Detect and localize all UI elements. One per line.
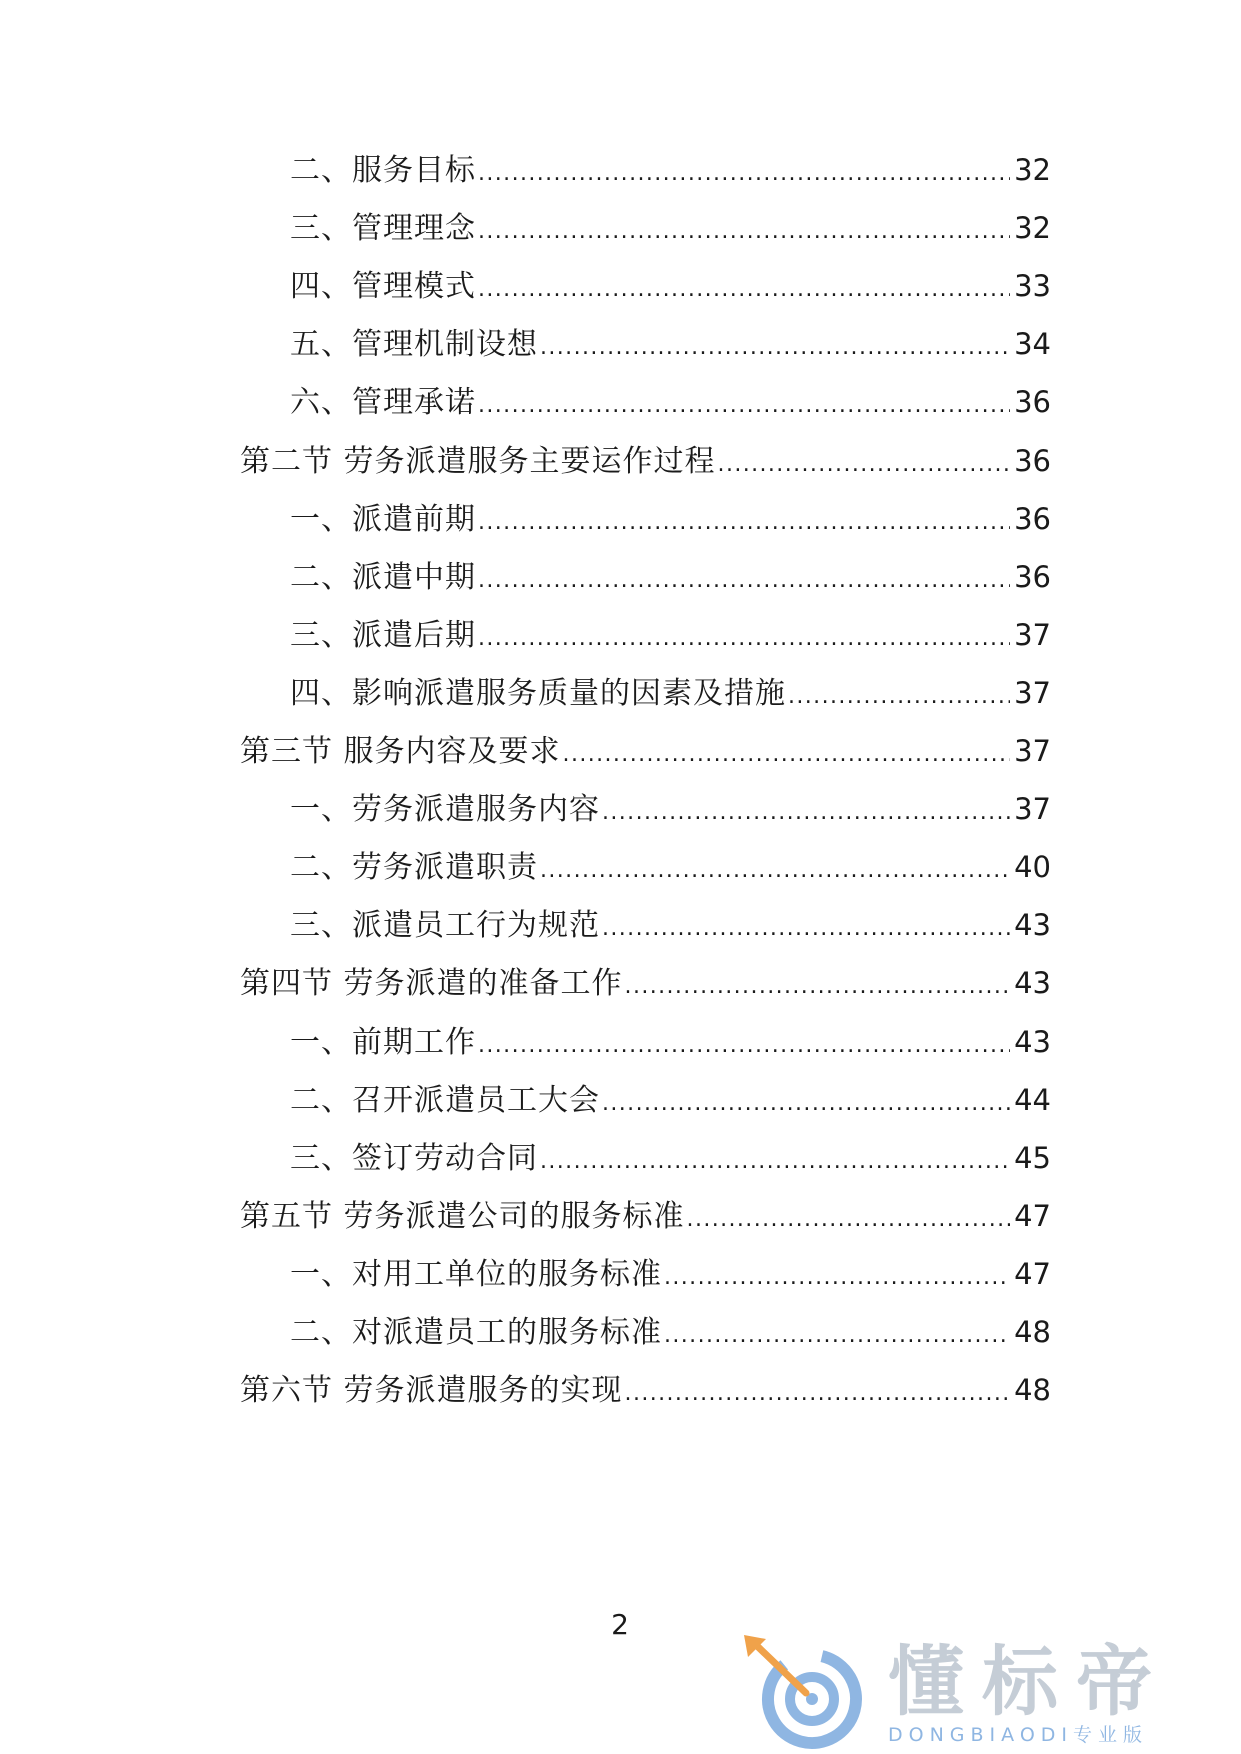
toc-subsection-entry[interactable] (290, 1312, 1051, 1352)
toc-dot-leader (540, 1142, 1010, 1182)
toc-entry-page-number: 37 (1014, 792, 1051, 827)
toc-entry-title: 二、派遣中期 (290, 559, 476, 595)
toc-entry-page-number: 36 (1014, 501, 1051, 536)
toc-entry-title: 五、管理机制设想 (290, 327, 538, 363)
toc-dot-leader (540, 328, 1010, 368)
toc-entry-page-number: 36 (1014, 559, 1051, 594)
toc-entry-title: 第六节 劳务派遣服务的实现 (240, 1373, 623, 1409)
toc-entry-title: 一、前期工作 (290, 1024, 476, 1060)
toc-dot-leader (478, 561, 1010, 601)
toc-entry-page-number: 45 (1014, 1140, 1051, 1175)
toc-dot-leader (664, 1316, 1010, 1356)
toc-subsection-entry[interactable] (290, 499, 1051, 539)
toc-entry-title: 第三节 服务内容及要求 (240, 734, 561, 769)
toc-entry-title: 一、对用工单位的服务标准 (290, 1256, 662, 1292)
toc-entry-page-number: 47 (1014, 1198, 1051, 1233)
toc-entry-page-number: 36 (1014, 443, 1051, 478)
toc-entry-title: 三、派遣员工行为规范 (290, 908, 600, 944)
toc-entry-page-number: 48 (1014, 1315, 1051, 1349)
watermark-subtitle: DONGBIAODI专业版 (888, 1724, 1149, 1746)
toc-subsection-entry[interactable] (290, 382, 1051, 422)
toc-dot-leader (718, 445, 1011, 485)
toc-entry-page-number: 34 (1014, 327, 1051, 362)
watermark-brand: 懂标帝 (888, 1637, 1170, 1726)
toc-entry-page-number: 43 (1014, 966, 1051, 1001)
toc-entry-title: 六、管理承诺 (290, 385, 476, 421)
toc-dot-leader (602, 793, 1010, 833)
toc-entry-title: 一、派遣前期 (290, 501, 476, 537)
toc-entry-page-number: 32 (1014, 153, 1051, 187)
toc-dot-leader (478, 154, 1010, 194)
toc-dot-leader (687, 1200, 1011, 1240)
toc-subsection-entry[interactable] (290, 1254, 1051, 1294)
toc-entry-title: 二、召开派遣员工大会 (290, 1082, 600, 1118)
toc-subsection-entry[interactable] (290, 847, 1051, 887)
toc-dot-leader (540, 851, 1010, 891)
toc-subsection-entry[interactable] (290, 208, 1051, 248)
toc-section-entry[interactable] (240, 1370, 1051, 1410)
toc-dot-leader (478, 386, 1010, 426)
toc-entry-title: 二、对派遣员工的服务标准 (290, 1315, 662, 1350)
watermark (740, 1635, 1210, 1750)
toc-section-entry[interactable] (240, 441, 1051, 481)
toc-entry-page-number: 37 (1014, 617, 1051, 652)
toc-entry-title: 一、劳务派遣服务内容 (290, 792, 600, 828)
toc-subsection-entry[interactable] (290, 1138, 1051, 1178)
toc-entry-page-number: 36 (1014, 385, 1051, 420)
toc-entry-title: 三、签订劳动合同 (290, 1140, 538, 1176)
toc-entry-page-number: 44 (1014, 1082, 1051, 1117)
toc-entry-page-number: 47 (1014, 1256, 1051, 1291)
toc-entry-title: 三、派遣后期 (290, 617, 476, 653)
toc-dot-leader (478, 270, 1010, 310)
toc-entry-page-number: 43 (1014, 1024, 1051, 1059)
toc-entry-title: 四、影响派遣服务质量的因素及措施 (290, 675, 786, 711)
toc-dot-leader (625, 1374, 1011, 1414)
toc-subsection-entry[interactable] (290, 905, 1051, 945)
toc-dot-leader (478, 503, 1010, 543)
toc-section-entry[interactable] (240, 731, 1051, 771)
toc-subsection-entry[interactable] (290, 789, 1051, 829)
toc-section-entry[interactable] (240, 1196, 1051, 1236)
toc-entry-title: 二、服务目标 (290, 153, 476, 188)
toc-entry-page-number: 32 (1014, 211, 1051, 246)
toc-entry-page-number: 37 (1014, 734, 1051, 768)
toc-subsection-entry[interactable] (290, 673, 1051, 713)
toc-dot-leader (563, 735, 1011, 775)
toc-dot-leader (602, 1084, 1010, 1124)
page-number: 2 (611, 1608, 629, 1641)
toc-dot-leader (625, 967, 1011, 1007)
toc-section-entry[interactable] (240, 963, 1051, 1003)
toc-subsection-entry[interactable] (290, 150, 1051, 190)
toc-dot-leader (478, 212, 1010, 252)
toc-subsection-entry[interactable] (290, 1022, 1051, 1062)
toc-entry-page-number: 40 (1014, 850, 1051, 885)
toc-subsection-entry[interactable] (290, 615, 1051, 655)
toc-entry-title: 二、劳务派遣职责 (290, 850, 538, 886)
toc-subsection-entry[interactable] (290, 1080, 1051, 1120)
toc-entry-page-number: 37 (1014, 675, 1051, 710)
toc-dot-leader (602, 909, 1010, 949)
toc-entry-title: 四、管理模式 (290, 269, 476, 305)
toc-entry-title: 第二节 劳务派遣服务主要运作过程 (240, 443, 716, 479)
target-arrow-icon (740, 1635, 870, 1750)
toc-subsection-entry[interactable] (290, 266, 1051, 306)
toc-entry-title: 第四节 劳务派遣的准备工作 (240, 966, 623, 1002)
toc-entry-page-number: 48 (1014, 1373, 1051, 1408)
toc-subsection-entry[interactable] (290, 324, 1051, 364)
toc-entry-page-number: 43 (1014, 908, 1051, 943)
toc-dot-leader (664, 1258, 1010, 1298)
toc-subsection-entry[interactable] (290, 557, 1051, 597)
toc-entry-title: 第五节 劳务派遣公司的服务标准 (240, 1198, 685, 1234)
toc-entry-title: 三、管理理念 (290, 211, 476, 247)
toc-entry-page-number: 33 (1014, 269, 1051, 304)
toc-dot-leader (478, 619, 1010, 659)
toc-dot-leader (478, 1026, 1010, 1066)
toc-dot-leader (788, 677, 1010, 717)
